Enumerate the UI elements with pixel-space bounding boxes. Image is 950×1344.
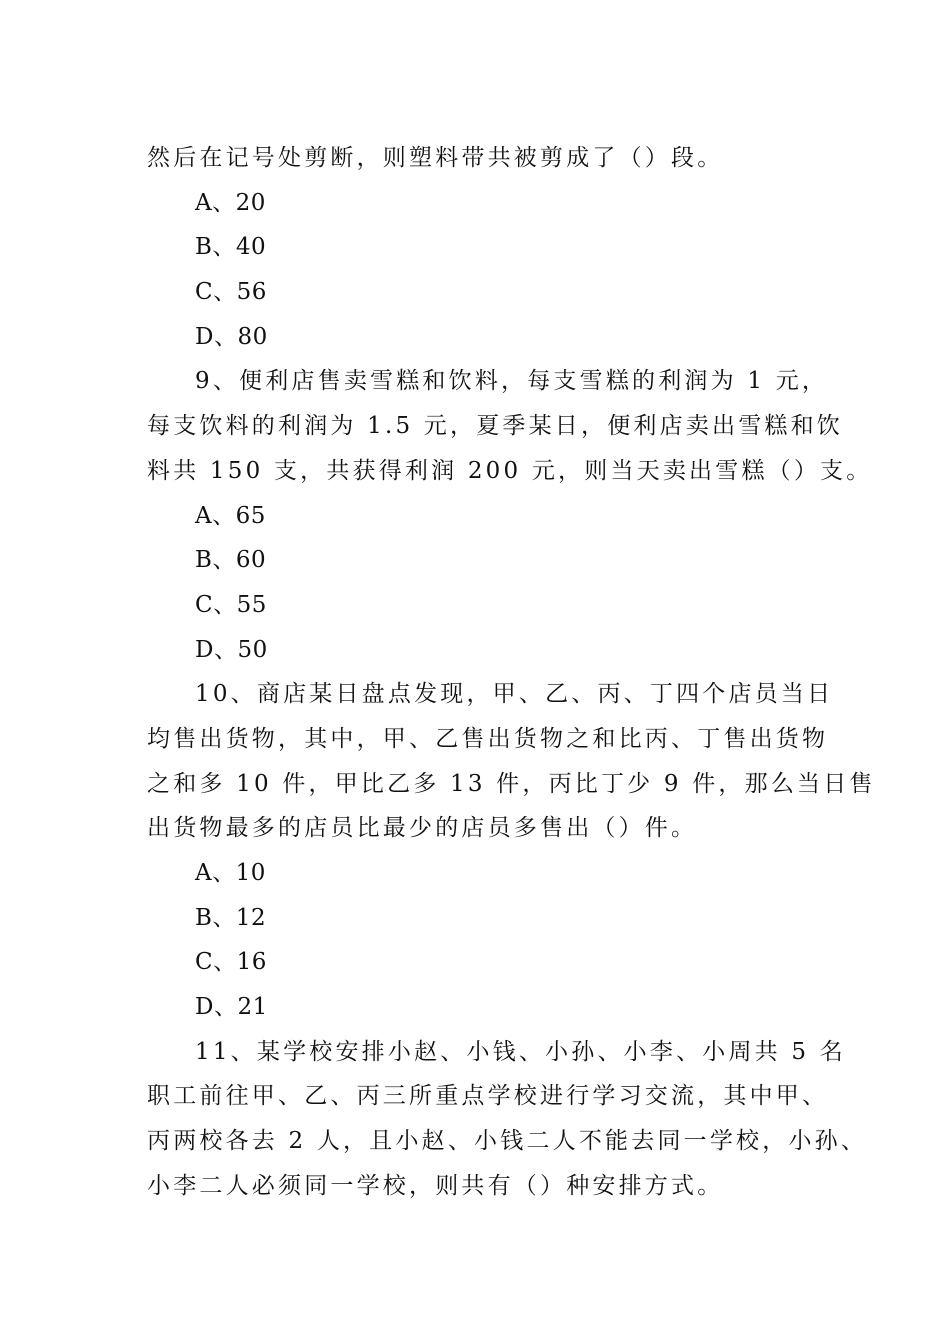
question-9-option-b: B、60: [195, 547, 267, 574]
question-11-line-3: 丙两校各去 2 人，且小赵、小钱二人不能去同一学校，小孙、: [147, 1128, 868, 1155]
question-11-line-2: 职工前往甲、乙、丙三所重点学校进行学习交流，其中甲、: [147, 1083, 829, 1110]
question-9-line-2: 每支饮料的利润为 1.5 元，夏季某日，便利店卖出雪糕和饮: [147, 413, 843, 440]
question-11-line-4: 小李二人必须同一学校，则共有（）种安排方式。: [147, 1172, 724, 1199]
document-body: [147, 136, 876, 1209]
question-8-option-a: A、20: [195, 189, 266, 216]
question-10-line-2: 均售出货物，其中，甲、乙售出货物之和比丙、丁售出货物: [147, 725, 829, 752]
question-10-line-1: 10、商店某日盘点发现，甲、乙、丙、丁四个店员当日: [195, 681, 834, 708]
question-10-option-d: D、21: [195, 994, 268, 1021]
question-10-line-4: 出货物最多的店员比最少的店员多售出（）件。: [147, 815, 698, 842]
question-8-option-d: D、80: [195, 323, 268, 350]
question-10-line-3: 之和多 10 件，甲比乙多 13 件，丙比丁少 9 件，那么当日售: [147, 770, 876, 797]
question-8-option-b: B、40: [195, 234, 267, 261]
question-8-option-c: C、56: [195, 279, 267, 306]
question-10-option-b: B、12: [195, 904, 267, 931]
question-9-line-3: 料共 150 支，共获得利润 200 元，则当天卖出雪糕（）支。: [147, 457, 873, 484]
question-9-line-1: 9、便利店售卖雪糕和饮料，每支雪糕的利润为 1 元，: [195, 368, 829, 395]
question-10-option-a: A、10: [195, 860, 266, 886]
question-11-line-1: 11、某学校安排小赵、小钱、小孙、小李、小周共 5 名: [195, 1038, 846, 1065]
question-8-tail-line: 然后在记号处剪断，则塑料带共被剪成了（）段。: [147, 145, 724, 171]
question-9-option-c: C、55: [195, 591, 267, 618]
question-10-option-c: C、16: [195, 949, 267, 976]
question-9-option-a: A、65: [195, 502, 266, 529]
question-9-option-d: D、50: [195, 636, 268, 663]
